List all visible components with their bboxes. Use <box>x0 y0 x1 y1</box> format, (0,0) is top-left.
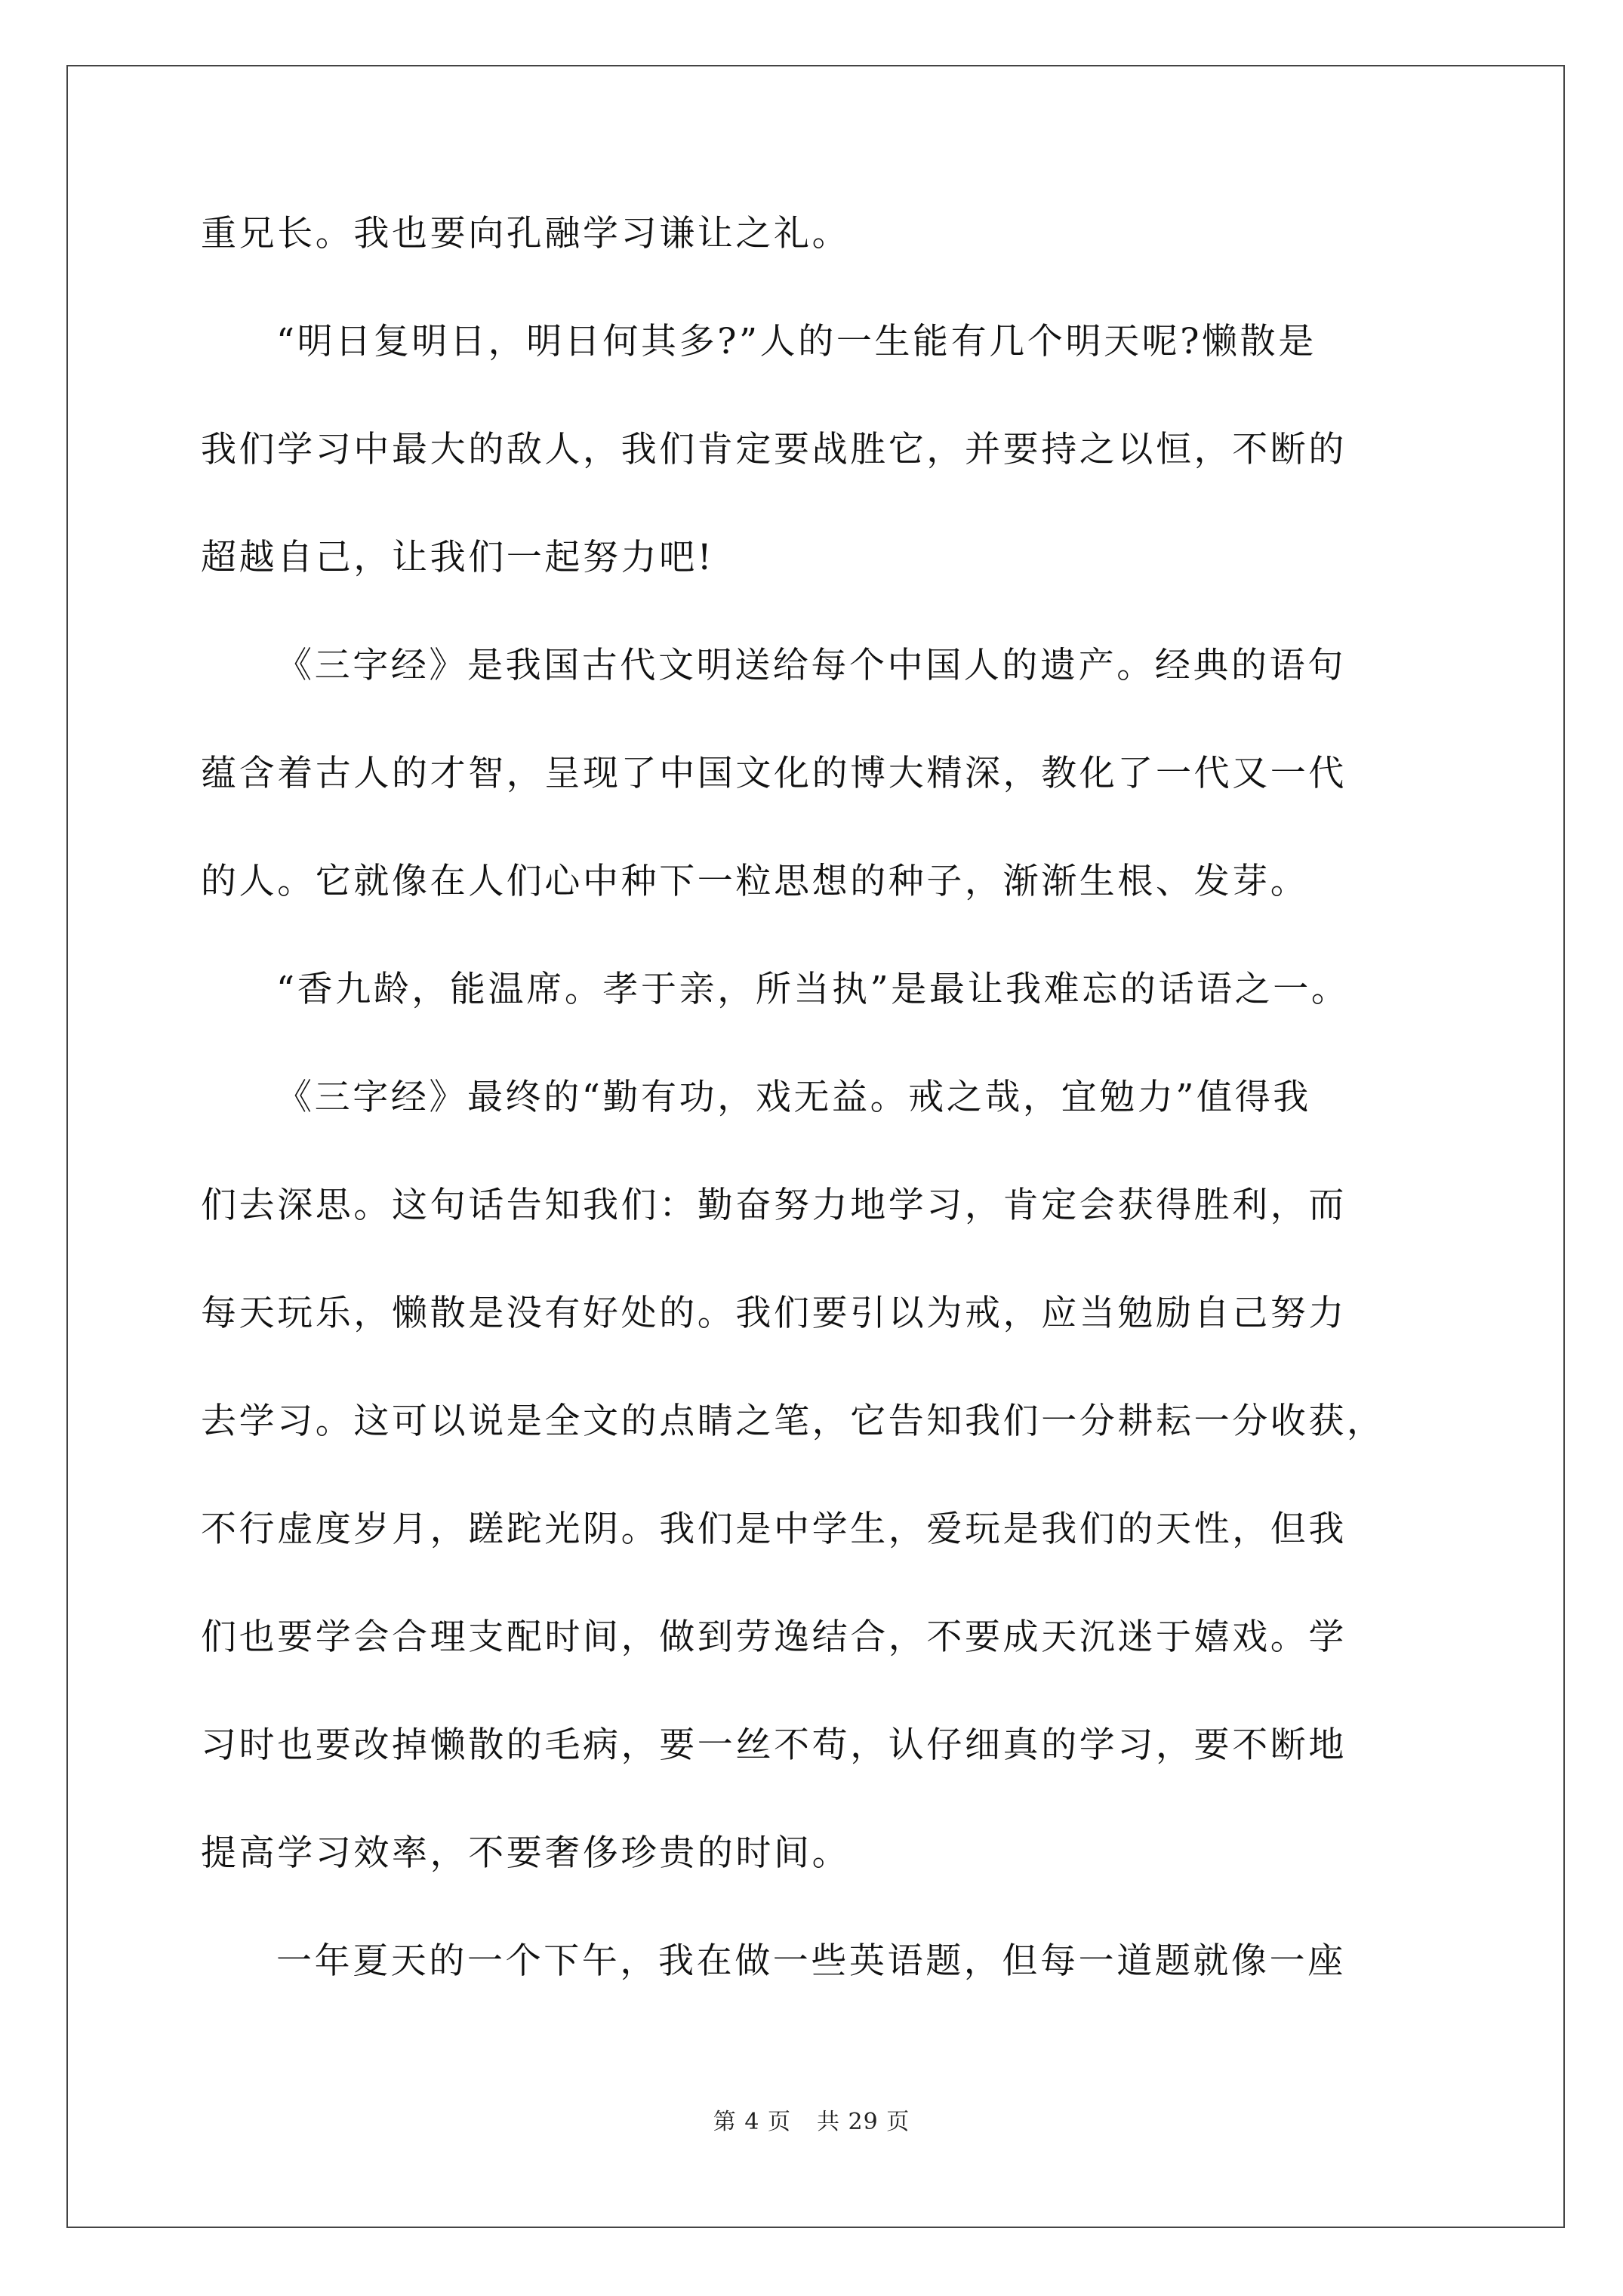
page-footer <box>0 2103 1623 2136</box>
text-line: “香九龄，能温席。孝于亲，所当执”是最让我难忘的话语之一。 <box>276 969 1350 1010</box>
text-line: “明日复明日，明日何其多?”人的一生能有几个明天呢?懒散是 <box>276 321 1317 362</box>
text-line: 超越自己，让我们一起努力吧! <box>201 537 715 578</box>
text-line: 的人。它就像在人们心中种下一粒思想的种子，渐渐生根、发芽。 <box>201 861 1309 902</box>
text-line: 们去深思。这句话告知我们：勤奋努力地学习，肯定会获得胜利，而 <box>201 1185 1347 1226</box>
text-line: 一年夏天的一个下午，我在做一些英语题，但每一道题就像一座 <box>276 1940 1346 1982</box>
text-line: 蕴含着古人的才智，呈现了中国文化的博大精深，教化了一代又一代 <box>201 753 1347 794</box>
document-body <box>201 210 1431 2045</box>
page-number: 第 4 页 <box>713 2109 791 2135</box>
text-line: 《三字经》最终的“勤有功，戏无益。戒之哉，宜勉力”值得我 <box>276 1077 1311 1118</box>
text-line: 不行虚度岁月，蹉跎光阴。我们是中学生，爱玩是我们的天性，但我 <box>201 1509 1347 1550</box>
text-line: 去学习。这可以说是全文的点睛之笔，它告知我们一分耕耘一分收获， <box>201 1401 1385 1442</box>
text-line: 《三字经》是我国古代文明送给每个中国人的遗产。经典的语句 <box>276 645 1346 686</box>
text-line: 们也要学会合理支配时间，做到劳逸结合，不要成天沉迷于嬉戏。学 <box>201 1616 1347 1658</box>
page-total: 共 29 页 <box>816 2109 910 2135</box>
text-line: 提高学习效率，不要奢侈珍贵的时间。 <box>201 1832 851 1874</box>
text-line: 每天玩乐，懒散是没有好处的。我们要引以为戒，应当勉励自己努力 <box>201 1293 1347 1334</box>
text-line: 我们学习中最大的敌人，我们肯定要战胜它，并要持之以恒，不断的 <box>201 429 1347 470</box>
text-line: 重兄长。我也要向孔融学习谦让之礼。 <box>201 213 851 254</box>
text-line: 习时也要改掉懒散的毛病，要一丝不苟，认仔细真的学习，要不断地 <box>201 1724 1347 1766</box>
